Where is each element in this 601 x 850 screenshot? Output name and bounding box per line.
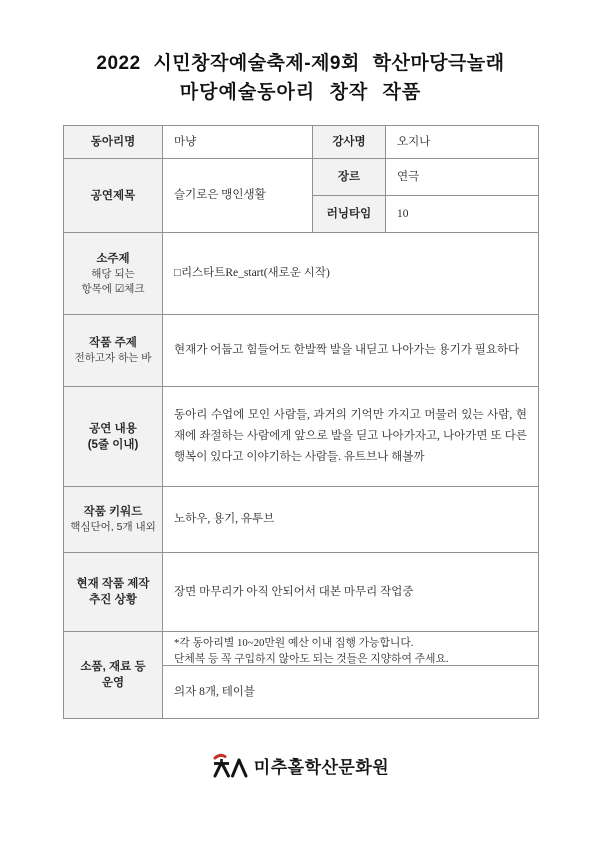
subtopic-check-hint: 항목에 ☑체크 (81, 282, 145, 295)
performance-content-label: 공연 내용 (5줄 이내) (63, 386, 162, 486)
genre-value: 연극 (385, 158, 538, 195)
performance-content-value: 동아리 수업에 모인 사람들, 과거의 기억만 가지고 머물러 있는 사람, 현재에 좌절하는 사람에게 앞으로 발을 딛고 나아가자고, 나아가면 또 다른 행복이 있다고 이야기하는 사람들. 유트브나 해볼까 (162, 386, 538, 486)
title-line-1: 2022 시민창작예술축제-제9회 학산마당극놀래 (96, 53, 505, 74)
theme-value: 현재가 어둡고 힘들어도 한발짝 발을 내딛고 나아가는 용기가 필요하다 (162, 314, 538, 386)
keywords-label: 작품 키워드 핵심단어, 5개 내외 (63, 486, 162, 552)
running-time-label: 러닝타임 (312, 195, 385, 232)
club-name-value: 마냥 (162, 125, 312, 158)
performance-title-value: 슬기로은 맹인생활 (162, 158, 312, 232)
instructor-label: 강사명 (312, 125, 385, 158)
keywords-value: 노하우, 용기, 유투브 (162, 486, 538, 552)
title-line-2: 마당예술동아리 창작 작품 (179, 82, 422, 103)
organization-name: 미추홀학산문화원 (253, 757, 390, 777)
props-label: 소품, 재료 등 운영 (63, 631, 162, 718)
footer (0, 752, 601, 778)
instructor-value: 오지나 (385, 125, 538, 158)
performance-title-label: 공연제목 (63, 158, 162, 232)
document-title (0, 50, 601, 108)
props-value: 의자 8개, 테이블 (162, 665, 538, 718)
subtopic-label: 소주제 해당 되는 항목에 ☑체크 (63, 232, 162, 314)
running-time-value: 10 (385, 195, 538, 232)
props-budget-note: *각 동아리별 10~20만원 예산 이내 집행 가능합니다. 단체복 등 꼭 구입하지 않아도 되는 것들은 지양하여 주세요. (162, 631, 538, 665)
haksan-culture-center-logo-icon (212, 752, 250, 778)
submission-form-table (63, 125, 539, 719)
progress-value: 장면 마무리가 아직 안되어서 대본 마무리 작업중 (162, 552, 538, 631)
theme-label: 작품 주제 전하고자 하는 바 (63, 314, 162, 386)
genre-label: 장르 (312, 158, 385, 195)
subtopic-value: □리스타트Re_start(새로운 시작) (162, 232, 538, 314)
progress-label: 현재 작품 제작 추진 상황 (63, 552, 162, 631)
club-name-label: 동아리명 (63, 125, 162, 158)
